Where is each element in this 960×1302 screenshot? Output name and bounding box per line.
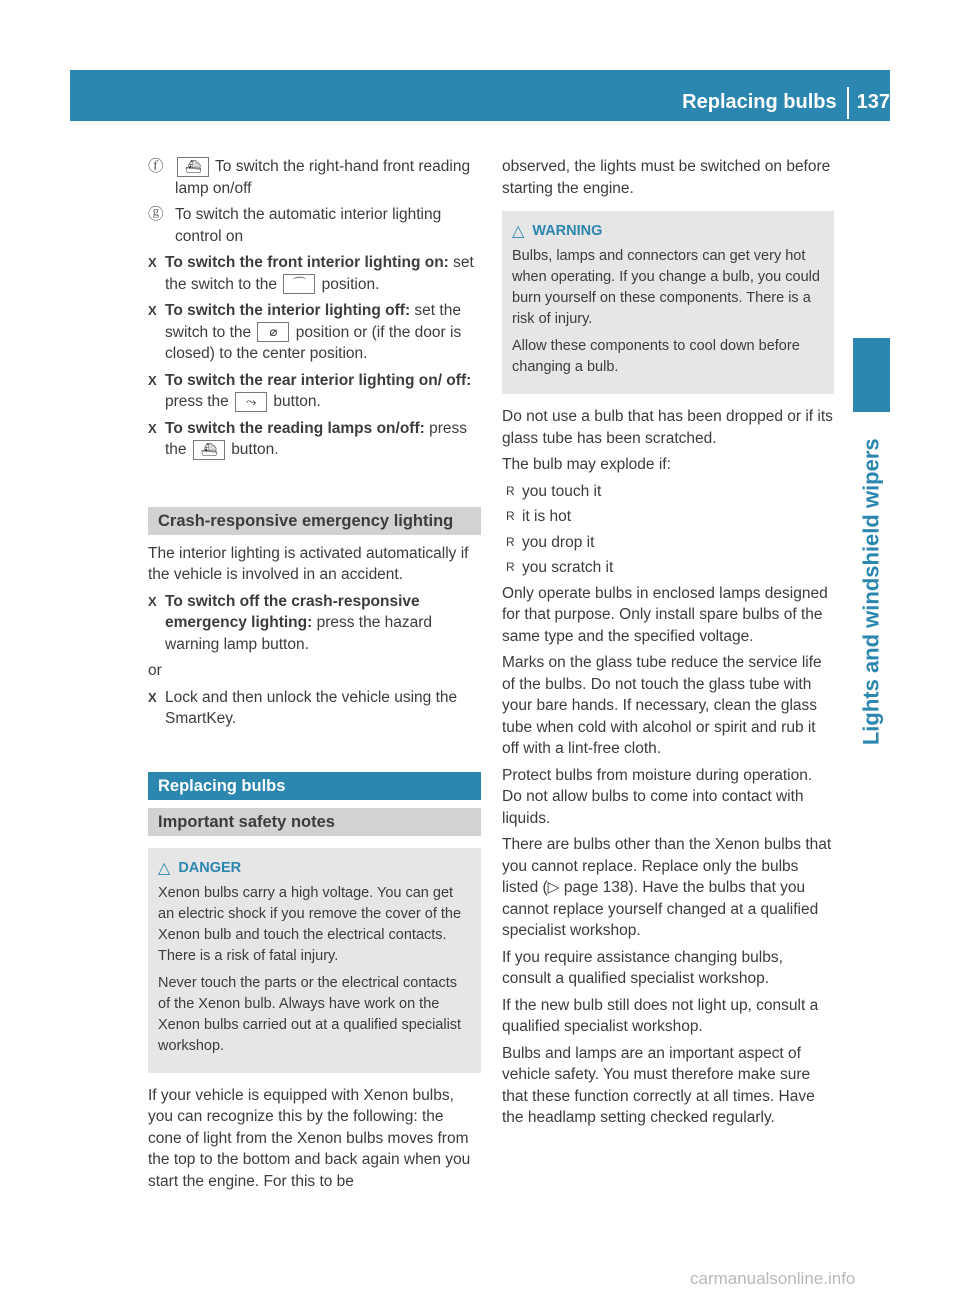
item-number: ⓕ xyxy=(148,158,164,175)
bullet-icon: R xyxy=(506,509,515,523)
paragraph: The bulb may explode if: xyxy=(502,456,671,473)
danger-box xyxy=(148,848,481,1073)
warning-label: WARNING xyxy=(532,223,603,239)
paragraph: Bulbs and lamps are an important aspect of vehicle safety. You must therefore make sure that these function correctly at all times. Have the headlamp setting checked regularly. xyxy=(502,1044,815,1126)
list-text: you touch it xyxy=(522,482,602,500)
step-text: press the hazard warning lamp button. xyxy=(165,614,433,653)
step-text: button. xyxy=(231,441,279,458)
bullet-icon: R xyxy=(506,534,515,549)
list-item xyxy=(502,557,834,579)
bullet-icon: R xyxy=(506,560,515,574)
side-label xyxy=(853,422,890,762)
lighting-off-icon: ⌀ xyxy=(257,322,289,342)
step-text: position. xyxy=(321,275,380,293)
list-item xyxy=(502,532,834,554)
list-item xyxy=(148,156,481,199)
side-tab xyxy=(853,338,890,412)
step-marker-icon: X xyxy=(148,255,157,270)
list-item xyxy=(502,481,834,503)
rear-lighting-icon: ⤳ xyxy=(235,392,267,412)
right-column xyxy=(502,156,834,1134)
step-text: press the xyxy=(165,393,229,410)
paragraph: observed, the lights must be switched on before starting the engine. xyxy=(502,158,831,197)
list-item xyxy=(502,506,834,528)
instruction-step xyxy=(148,370,481,413)
step-text: button. xyxy=(273,393,321,410)
watermark: carmanualsonline.info xyxy=(690,1269,856,1288)
page-header xyxy=(682,88,890,118)
warning-text: Bulbs, lamps and connectors can get very hot when operating. If you change a bulb, you could burn yourself on these components. There is a risk of injury. xyxy=(512,248,820,327)
warning-triangle-icon: △ xyxy=(512,223,525,240)
danger-text: Never touch the parts or the electrical contacts of the Xenon bulb. Always have work on the Xenon bulbs carried out at a qualified specialist workshop. xyxy=(158,974,462,1054)
step-marker-icon: X xyxy=(148,372,157,388)
step-marker-icon: X xyxy=(148,420,157,436)
paragraph: If the new bulb still does not light up, consult a qualified specialist workshop. xyxy=(502,996,819,1035)
instruction-step xyxy=(148,300,481,365)
step-text: set the switch to the xyxy=(165,302,461,341)
paragraph-text: ). Have the bulbs that you cannot replace yourself changed at a qualified specialist workshop. xyxy=(502,879,819,939)
danger-text: Xenon bulbs carry a high voltage. You can get an electric shock if you remove the cover of the Xenon bulb and touch the electrical contacts. There is a risk of fatal injury. xyxy=(158,884,462,964)
step-text: press the xyxy=(165,419,467,458)
or-text: or xyxy=(148,662,162,679)
list-text: it is hot xyxy=(522,508,572,525)
paragraph: If your vehicle is equipped with Xenon bulbs, you can recognize this by the following: the cone of light from the Xenon bulbs moves from the top to the bottom and back again when you start the engine. For this to be xyxy=(148,1086,471,1190)
step-text: position or (if the door is closed) to the center position. xyxy=(165,323,462,362)
list-item xyxy=(148,204,481,247)
step-title: To switch off the crash-responsive emergency lighting: xyxy=(165,592,420,631)
section-heading: Crash-responsive emergency lighting xyxy=(148,507,481,535)
instruction-step xyxy=(148,418,481,461)
warning-title xyxy=(512,221,824,242)
reading-lamp-icon: ⛴ xyxy=(177,157,209,177)
item-number: ⓖ xyxy=(148,206,164,223)
step-title: To switch the rear interior lighting on/ off: xyxy=(165,371,472,389)
step-marker-icon: X xyxy=(148,593,157,609)
list-text: you drop it xyxy=(522,533,595,551)
step-text: Lock and then unlock the vehicle using the SmartKey. xyxy=(165,688,458,727)
item-text: To switch the automatic interior lighting control on xyxy=(175,206,442,245)
step-text: set the switch to the xyxy=(165,254,474,293)
step-title: To switch the reading lamps on/off: xyxy=(165,419,425,437)
step-title: To switch the interior lighting off: xyxy=(165,302,411,319)
section-heading: Replacing bulbs xyxy=(148,772,481,800)
left-column xyxy=(148,156,481,1197)
paragraph: The interior lighting is activated automatically if the vehicle is involved in an accident. xyxy=(148,544,469,583)
header-divider xyxy=(847,87,849,119)
paragraph: Only operate bulbs in enclosed lamps designed for that purpose. Only install spare bulbs of the same type and the specified voltage. xyxy=(502,584,828,645)
page-title: Replacing bulbs xyxy=(682,91,837,114)
warning-triangle-icon: △ xyxy=(158,859,171,877)
paragraph-text: There are bulbs other than the Xenon bulbs that you cannot replace. Replace only the bulbs listed ( xyxy=(502,836,832,896)
front-lighting-icon: ⌒ xyxy=(283,274,315,294)
chapter-label: Lights and windshield wipers xyxy=(858,438,884,746)
instruction-step xyxy=(148,687,481,730)
danger-title xyxy=(158,858,471,879)
paragraph: Protect bulbs from moisture during operation. Do not allow bulbs to come into contact with liquids. xyxy=(502,766,813,827)
page-reference-link[interactable]: ▷ page 138 xyxy=(547,879,629,896)
paragraph: If you require assistance changing bulbs, consult a qualified specialist workshop. xyxy=(502,948,783,987)
warning-box xyxy=(502,211,834,394)
instruction-step xyxy=(148,252,481,295)
step-marker-icon: X xyxy=(148,303,157,318)
reading-lamp-icon: ⛴ xyxy=(193,440,225,460)
paragraph: Do not use a bulb that has been dropped or if its glass tube has been scratched. xyxy=(502,408,833,447)
instruction-step xyxy=(148,591,481,656)
paragraph: Marks on the glass tube reduce the service life of the bulbs. Do not touch the glass tube with your bare hands. If necessary, clean the glass tube when cold with alcohol or spirit and rub it off with a lint-free cloth. xyxy=(502,654,822,757)
step-marker-icon: X xyxy=(148,689,157,705)
subsection-heading: Important safety notes xyxy=(148,808,481,836)
danger-label: DANGER xyxy=(178,859,242,876)
warning-text: Allow these components to cool down before changing a bulb. xyxy=(512,338,800,375)
bullet-icon: R xyxy=(506,483,515,498)
list-text: you scratch it xyxy=(522,559,614,576)
step-title: To switch the front interior lighting on: xyxy=(165,254,449,271)
item-text: To switch the right-hand front reading lamp on/off xyxy=(175,158,471,197)
page-number: 137 xyxy=(856,91,890,114)
paragraph xyxy=(502,834,834,942)
